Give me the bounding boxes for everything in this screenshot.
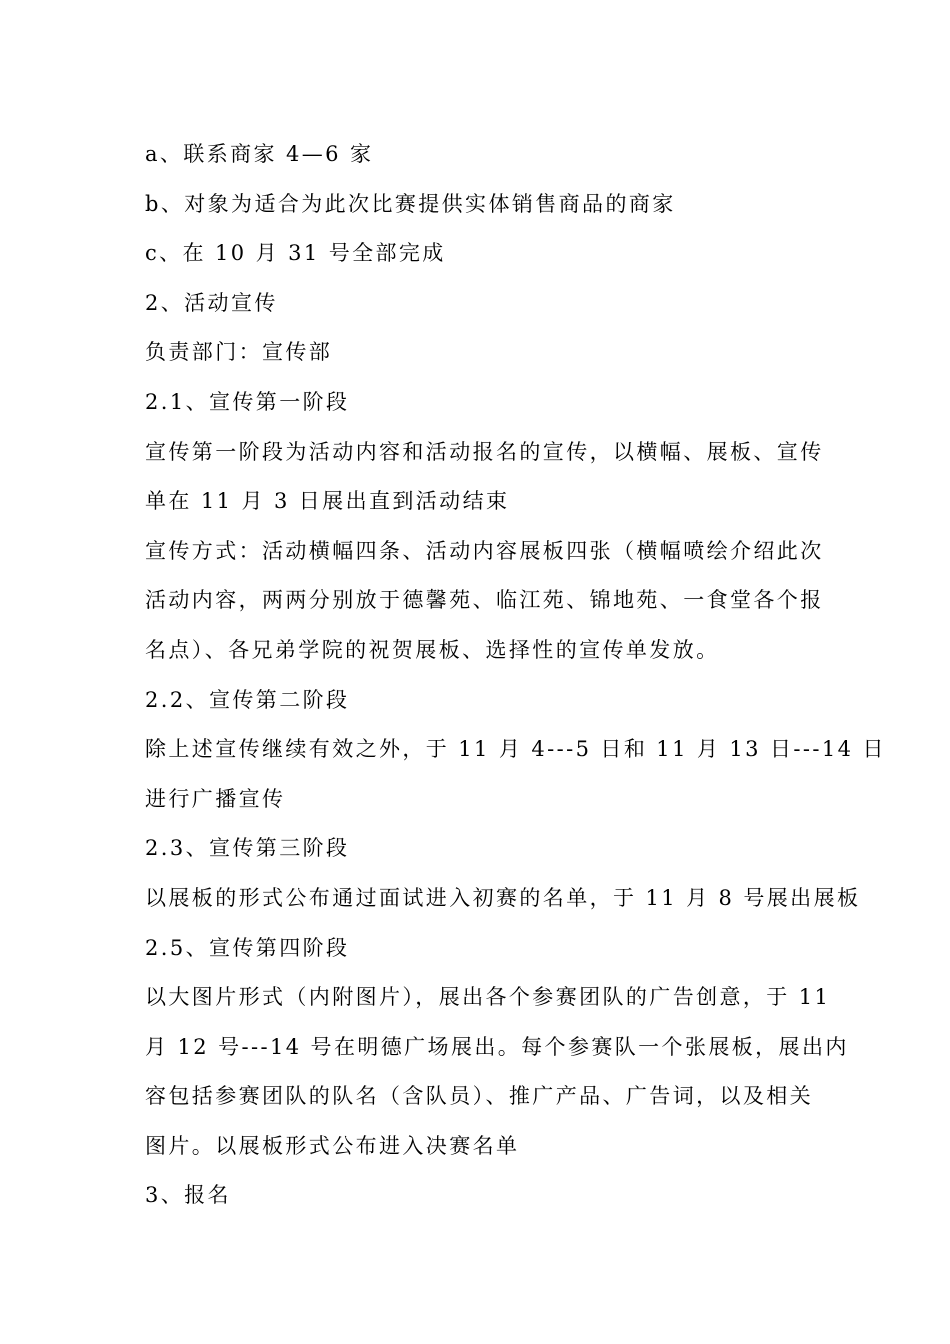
paragraph-line: 月 12 号---14 号在明德广场展出。每个参赛队一个张展板，展出内 [145,1034,849,1059]
list-item-merchant-count: a、联系商家 4—6 家 [145,142,374,166]
paragraph-line: 除上述宣传继续有效之外，于 11 月 4---5 日和 11 月 13 日---14 日 [145,737,886,762]
list-item-merchant-target: b、对象为适合为此次比赛提供实体销售商品的商家 [145,191,676,216]
paragraph-line: 容包括参赛团队的队名（含队员）、推广产品、广告词，以及相关 [145,1084,814,1109]
paragraph-line: 单在 11 月 3 日展出直到活动结束 [145,489,510,514]
paragraph-line: 宣传第一阶段为活动内容和活动报名的宣传，以横幅、展板、宣传 [145,439,824,464]
paragraph-line: 图片。以展板形式公布进入决赛名单 [145,1133,520,1158]
paragraph-line: 以大图片形式（内附图片），展出各个参赛团队的广告创意，于 11 [145,985,831,1010]
subsection-heading-2-3: 2.3、宣传第三阶段 [145,836,350,861]
subsection-heading-2-1: 2.1、宣传第一阶段 [145,389,350,414]
document-body [145,130,886,1221]
paragraph-line: 宣传方式：活动横幅四条、活动内容展板四张（横幅喷绘介绍此次 [145,538,824,563]
paragraph-line: 名点）、各兄弟学院的祝贺展板、选择性的宣传单发放。 [145,637,720,662]
paragraph-line: 以展板的形式公布通过面试进入初赛的名单，于 11 月 8 号展出展板 [145,885,861,910]
section-heading-promotion: 2、活动宣传 [145,290,278,315]
list-item-deadline: c、在 10 月 31 号全部完成 [145,241,446,266]
subsection-heading-2-2: 2.2、宣传第二阶段 [145,687,350,712]
section-heading-registration: 3、报名 [145,1183,231,1208]
paragraph-line: 进行广播宣传 [145,786,286,811]
responsible-department: 负责部门：宣传部 [145,340,333,365]
paragraph-line: 活动内容，两两分别放于德馨苑、临江苑、锦地苑、一食堂各个报 [145,588,824,613]
subsection-heading-2-5: 2.5、宣传第四阶段 [145,935,350,960]
